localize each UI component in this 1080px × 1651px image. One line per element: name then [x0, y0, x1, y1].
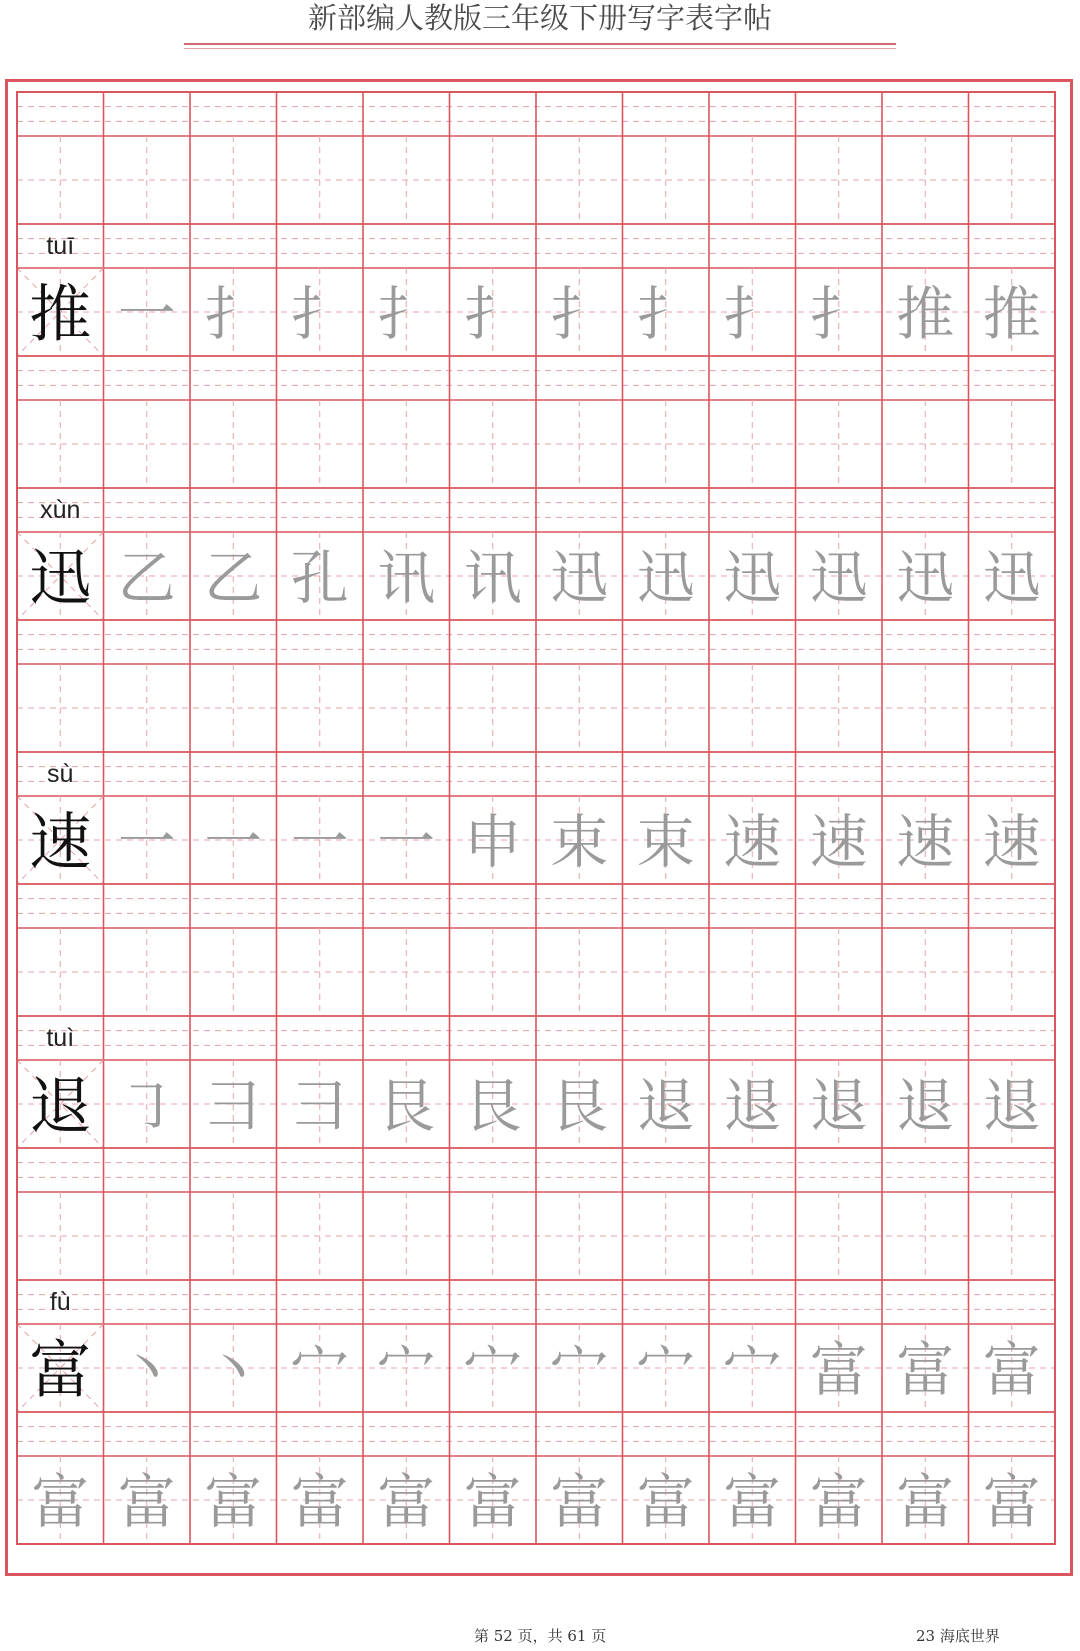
stroke-order-trace: 富: [809, 1336, 868, 1404]
stroke-order-trace: 宀: [290, 1336, 349, 1404]
model-character: 速: [29, 805, 92, 879]
tracing-character: 富: [982, 1468, 1041, 1536]
tracing-character: 富: [377, 1468, 436, 1536]
pinyin-label: sù: [47, 760, 74, 788]
model-character: 退: [29, 1069, 92, 1143]
stroke-order-trace: 宀: [636, 1336, 695, 1404]
model-character: 富: [29, 1333, 92, 1407]
stroke-order-trace: 扌: [463, 280, 522, 348]
tracing-character: 富: [550, 1468, 609, 1536]
stroke-order-trace: 扌: [723, 280, 782, 348]
stroke-order-trace: 退: [636, 1072, 695, 1140]
stroke-order-trace: 扌: [377, 280, 436, 348]
stroke-order-trace: 退: [809, 1072, 868, 1140]
stroke-order-trace: 扌: [204, 280, 263, 348]
stroke-order-trace: 退: [982, 1072, 1041, 1140]
stroke-order-trace: 推: [896, 280, 955, 348]
stroke-order-trace: 迅: [723, 544, 782, 612]
stroke-order-trace: 退: [723, 1072, 782, 1140]
stroke-order-trace: 乙: [204, 544, 263, 612]
stroke-order-trace: 束: [636, 808, 695, 876]
model-character: 推: [29, 277, 92, 351]
tracing-character: 富: [463, 1468, 522, 1536]
stroke-order-trace: 扌: [809, 280, 868, 348]
pinyin-label: xùn: [40, 496, 81, 524]
stroke-order-trace: 一: [117, 808, 176, 876]
stroke-order-trace: 束: [550, 808, 609, 876]
stroke-order-trace: 一: [204, 808, 263, 876]
stroke-order-trace: 艮: [377, 1072, 436, 1140]
stroke-order-trace: 一: [377, 808, 436, 876]
model-character: 迅: [29, 541, 92, 615]
page-title: 新部编人教版三年级下册写字表字帖: [307, 1, 772, 35]
tracing-character: 富: [31, 1468, 90, 1536]
stroke-order-trace: 丶: [117, 1336, 176, 1404]
stroke-order-trace: 富: [982, 1336, 1041, 1404]
stroke-order-trace: 扌: [550, 280, 609, 348]
lesson-source: 23 海底世界: [916, 1627, 1000, 1645]
stroke-order-trace: 迅: [896, 544, 955, 612]
tracing-character: 富: [117, 1468, 176, 1536]
stroke-order-trace: 迅: [809, 544, 868, 612]
stroke-order-trace: 讯: [463, 544, 522, 612]
stroke-order-trace: 一: [117, 280, 176, 348]
stroke-order-trace: 一: [290, 808, 349, 876]
stroke-order-trace: 宀: [723, 1336, 782, 1404]
stroke-order-trace: 申: [463, 808, 522, 876]
stroke-order-trace: 讯: [377, 544, 436, 612]
stroke-order-trace: 丶: [204, 1336, 263, 1404]
stroke-order-trace: 速: [809, 808, 868, 876]
stroke-order-trace: 退: [896, 1072, 955, 1140]
stroke-order-trace: ㇆: [117, 1072, 176, 1140]
stroke-order-trace: 乙: [117, 544, 176, 612]
stroke-order-trace: 扌: [290, 280, 349, 348]
stroke-order-trace: 速: [723, 808, 782, 876]
stroke-order-trace: 富: [896, 1336, 955, 1404]
stroke-order-trace: 迅: [636, 544, 695, 612]
tracing-character: 富: [636, 1468, 695, 1536]
pinyin-label: tuì: [46, 1024, 75, 1052]
stroke-order-trace: 推: [982, 280, 1041, 348]
stroke-order-trace: 宀: [377, 1336, 436, 1404]
stroke-order-trace: 艮: [550, 1072, 609, 1140]
pinyin-label: tuī: [46, 232, 75, 260]
stroke-order-trace: 迅: [550, 544, 609, 612]
stroke-order-trace: 迅: [982, 544, 1041, 612]
page-number: 第 52 页，共 61 页: [474, 1627, 607, 1645]
tracing-character: 富: [290, 1468, 349, 1536]
tracing-character: 富: [896, 1468, 955, 1536]
stroke-order-trace: 艮: [463, 1072, 522, 1140]
stroke-order-trace: 速: [982, 808, 1041, 876]
stroke-order-trace: 宀: [550, 1336, 609, 1404]
stroke-order-trace: 宀: [463, 1336, 522, 1404]
tracing-character: 富: [809, 1468, 868, 1536]
tracing-character: 富: [723, 1468, 782, 1536]
stroke-order-trace: 扌: [636, 280, 695, 348]
stroke-order-trace: 速: [896, 808, 955, 876]
stroke-order-trace: 孔: [290, 544, 349, 612]
pinyin-label: fù: [49, 1288, 71, 1316]
stroke-order-trace: 彐: [204, 1072, 263, 1140]
tracing-character: 富: [204, 1468, 263, 1536]
stroke-order-trace: 彐: [290, 1072, 349, 1140]
